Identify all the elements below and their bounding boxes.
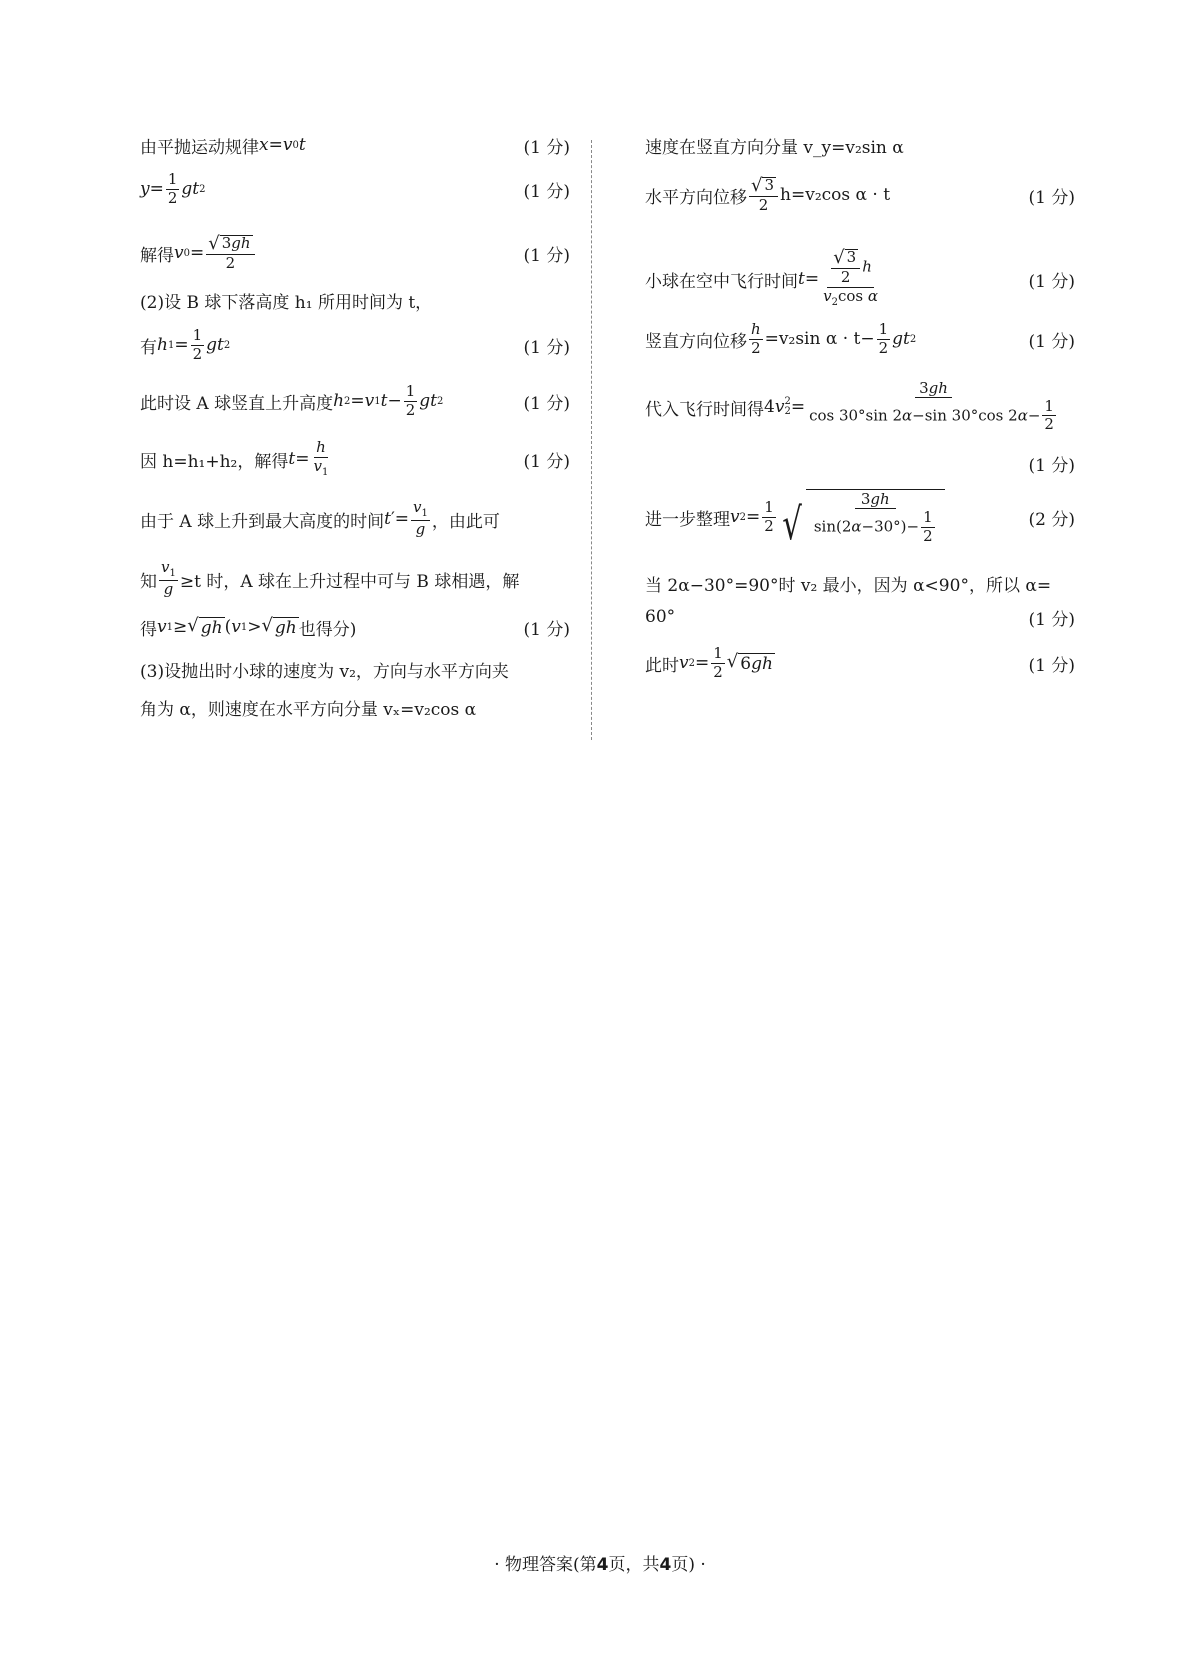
- score-label: (1 分): [1028, 187, 1075, 208]
- equation-line: 水平方向位移 √ 3 2 h=v₂cos α · t (1 分): [645, 174, 1075, 214]
- text-line: [645, 566, 1075, 600]
- column-divider: [591, 140, 592, 740]
- score-label: (1 分): [1028, 655, 1075, 676]
- score-label: (2 分): [1028, 509, 1075, 530]
- text-line: [645, 128, 1075, 162]
- score-label: (1 分): [523, 181, 570, 202]
- score-label: (1 分): [523, 451, 570, 472]
- equation-line: 此时设 A 球竖直上升高度 h 2 = v 1 t − $\frac{1}{2}$ gt 2 (1 分): [140, 381, 570, 419]
- line-text: 由于 A 球上升到最大高度的时间: [140, 511, 385, 532]
- line-text: 速度在竖直方向分量 v_y=v₂sin α: [645, 137, 904, 158]
- equation-line: 有 h 1 = $\frac{1}{2}$ gt 2 (1 分): [140, 325, 570, 363]
- line-text: 当 2α−30°=90°时 v₂ 最小，因为 α<90°，所以 α=: [645, 575, 1052, 596]
- score-label: (1 分): [523, 619, 570, 640]
- line-text: 解得: [140, 245, 174, 266]
- line-text: 有: [140, 337, 157, 358]
- equation-line: 此时 v 2 = $\frac{1}{2}$ √ 6gh (1 分): [645, 643, 1075, 681]
- equation-line: 得 v 1 ≥ √ gh ( v 1 > √ gh 也得分) (1 分): [140, 614, 570, 640]
- line-text: h=v₂cos α · t: [780, 185, 891, 205]
- line-text: 竖直方向位移: [645, 331, 747, 352]
- line-text: 也得分): [298, 619, 357, 640]
- line-text: 角为 α，则速度在水平方向分量 vₓ=v₂cos α: [140, 699, 477, 720]
- text-line: 知 $\frac{v_1}{g}$ ≥t 时，A 球在上升过程中可与 B 球相遇，解: [140, 557, 520, 599]
- page-footer: [0, 1550, 1200, 1575]
- text-line: [645, 600, 1075, 634]
- line-text: 得: [140, 619, 157, 640]
- line-text: 知: [140, 571, 157, 592]
- line-text: =v₂sin α · t−: [764, 329, 875, 349]
- score-label: (1 分): [523, 337, 570, 358]
- line-text: 水平方向位移: [645, 187, 747, 208]
- line-text: 此时设 A 球竖直上升高度: [140, 393, 334, 414]
- line-text: 因 h=h₁+h₂，解得: [140, 451, 289, 472]
- equation-line: y = $\frac{1}{2}$ gt 2 (1 分): [140, 169, 570, 207]
- line-text: 小球在空中飞行时间: [645, 271, 798, 292]
- text-line: [140, 690, 570, 724]
- line-text: 60°: [645, 607, 676, 627]
- score-line: [645, 446, 1075, 480]
- line-text: 由平抛运动规律: [140, 137, 259, 158]
- equation-line: 由平抛运动规律 x = v 0 t (1 分): [140, 128, 570, 162]
- line-text: 此时: [645, 655, 679, 676]
- text-line: [140, 283, 570, 317]
- score-label: (1 分): [1028, 271, 1075, 292]
- line-text: 代入飞行时间得: [645, 399, 764, 420]
- equation-line: 因 h=h₁+h₂，解得 t = $\frac{h}{v_1}$ (1 分): [140, 437, 570, 478]
- footer-page-total: 4: [659, 1555, 672, 1575]
- footer-text: · 物理答案(第: [494, 1555, 597, 1575]
- equation-line: 小球在空中飞行时间 t = √ 3 2 h $v_2\cos$ α (1 分): [645, 247, 1075, 309]
- score-label: (1 分): [1028, 455, 1075, 476]
- equation-line: 代入飞行时间得 4 v 2 2 = 3gh cos 30°sin 2α−sin 30°cos 2α− $\frac{1}{2}$: [645, 378, 1054, 434]
- score-label: (1 分): [523, 137, 570, 158]
- score-label: (1 分): [523, 393, 570, 414]
- footer-text: 页) ·: [671, 1555, 706, 1575]
- line-text: ≥t 时，A 球在上升过程中可与 B 球相遇，解: [179, 571, 520, 592]
- score-label: (1 分): [1028, 331, 1075, 352]
- line-text: (2)设 B 球下落高度 h₁ 所用时间为 t，: [140, 292, 433, 313]
- text-line: [140, 652, 570, 686]
- footer-page-number: 4: [596, 1555, 609, 1575]
- equation-line: 解得 v 0 = √ 3gh 2 (1 分): [140, 232, 570, 272]
- score-label: (1 分): [1028, 609, 1075, 630]
- line-text: 进一步整理: [645, 509, 730, 530]
- line-text: (3)设抛出时小球的速度为 v₂，方向与水平方向夹: [140, 661, 509, 682]
- text-line: 由于 A 球上升到最大高度的时间 t ′= $\frac{v_1}{g}$ ，由此可: [140, 497, 500, 539]
- equation-line: 进一步整理 v 2 = $\frac{1}{2}$ √ 3gh sin(2α−30°)− $\frac{1}{2}$ (2 分): [645, 490, 1075, 551]
- line-text: ，由此可: [431, 511, 500, 532]
- score-label: (1 分): [523, 245, 570, 266]
- equation-line: 竖直方向位移 $\frac{h}{2}$ =v₂sin α · t− $\frac{1}{2}$ gt 2 (1 分): [645, 319, 1075, 357]
- footer-text: 页，共: [608, 1555, 660, 1575]
